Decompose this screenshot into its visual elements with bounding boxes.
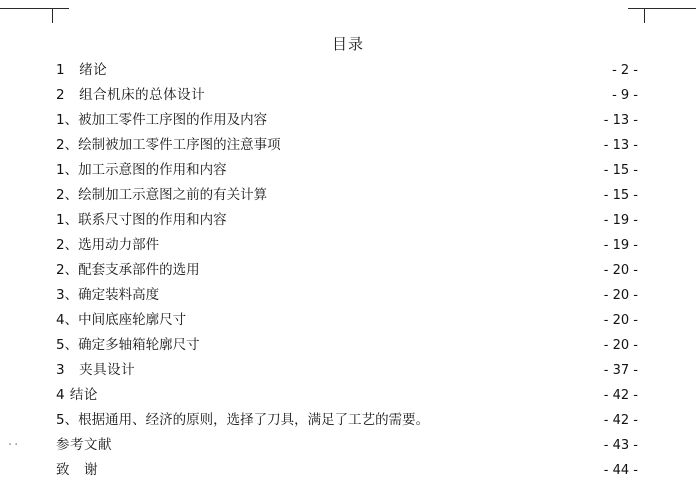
toc-entry-label: 参考文献 <box>56 437 112 453</box>
page-frame-top-right-rule <box>644 8 696 9</box>
toc-entry-label: 1、加工示意图的作用和内容 <box>56 162 227 178</box>
toc-entry-page-number: - 19 - <box>603 213 638 228</box>
toc-entry-page-number: - 19 - <box>603 238 638 253</box>
toc-entry-label: 2、选用动力部件 <box>56 237 160 253</box>
toc-entry-label: 1 绪论 <box>56 62 108 78</box>
toc-entry-page-number: - 43 - <box>603 438 638 453</box>
table-of-contents <box>56 58 640 483</box>
toc-entry-page-number: - 9 - <box>612 88 638 103</box>
toc-entry-page-number: - 44 - <box>603 463 638 478</box>
toc-entry-page-number: - 15 - <box>603 188 638 203</box>
toc-entry-page-number: - 15 - <box>603 163 638 178</box>
toc-entry[interactable] <box>56 258 640 283</box>
toc-entry-page-number: - 20 - <box>603 288 638 303</box>
toc-entry[interactable] <box>56 408 640 433</box>
toc-entry[interactable] <box>56 283 640 308</box>
toc-entry-label: 4 结论 <box>56 387 98 403</box>
toc-entry-label: 2、绘制被加工零件工序图的注意事项 <box>56 137 281 153</box>
footer-marks: .. <box>8 434 21 449</box>
toc-entry-label: 3、确定装料高度 <box>56 287 160 303</box>
page-frame-corner-top-right <box>628 8 645 23</box>
toc-entry[interactable] <box>56 133 640 158</box>
toc-entry[interactable] <box>56 108 640 133</box>
toc-entry[interactable] <box>56 83 640 108</box>
toc-entry[interactable] <box>56 433 640 458</box>
toc-entry-label: 致 谢 <box>56 462 98 478</box>
toc-entry[interactable] <box>56 308 640 333</box>
toc-entry-label: 5、确定多轴箱轮廓尺寸 <box>56 337 200 353</box>
page-frame-top-left-rule <box>0 8 52 9</box>
toc-entry[interactable] <box>56 383 640 408</box>
toc-entry-label: 4、中间底座轮廓尺寸 <box>56 312 187 328</box>
toc-entry[interactable] <box>56 158 640 183</box>
toc-entry[interactable] <box>56 358 640 383</box>
toc-entry[interactable] <box>56 333 640 358</box>
toc-entry-page-number: - 42 - <box>603 388 638 403</box>
page-frame-corner-top-left <box>52 8 69 23</box>
toc-entry-label: 1、联系尺寸图的作用和内容 <box>56 212 227 228</box>
toc-entry-page-number: - 13 - <box>603 113 638 128</box>
toc-entry-page-number: - 13 - <box>603 138 638 153</box>
toc-entry-page-number: - 2 - <box>612 63 638 78</box>
toc-entry[interactable] <box>56 208 640 233</box>
toc-entry[interactable] <box>56 58 640 83</box>
toc-entry-page-number: - 37 - <box>603 363 638 378</box>
toc-entry-page-number: - 20 - <box>603 263 638 278</box>
toc-entry[interactable] <box>56 458 640 483</box>
toc-entry-page-number: - 20 - <box>603 313 638 328</box>
toc-entry-label: 2、配套支承部件的选用 <box>56 262 200 278</box>
page-title: 目录 <box>331 35 364 53</box>
toc-entry-page-number: - 20 - <box>603 338 638 353</box>
toc-entry-label: 3 夹具设计 <box>56 362 136 378</box>
toc-entry-label: 2 组合机床的总体设计 <box>56 87 206 103</box>
toc-entry[interactable] <box>56 233 640 258</box>
toc-entry-page-number: - 42 - <box>603 413 638 428</box>
toc-entry-label: 2、绘制加工示意图之前的有关计算 <box>56 187 268 203</box>
toc-entry-label: 5、根据通用、经济的原则，选择了刀具，满足了工艺的需要。 <box>56 412 430 428</box>
toc-entry[interactable] <box>56 183 640 208</box>
toc-entry-label: 1、被加工零件工序图的作用及内容 <box>56 112 268 128</box>
